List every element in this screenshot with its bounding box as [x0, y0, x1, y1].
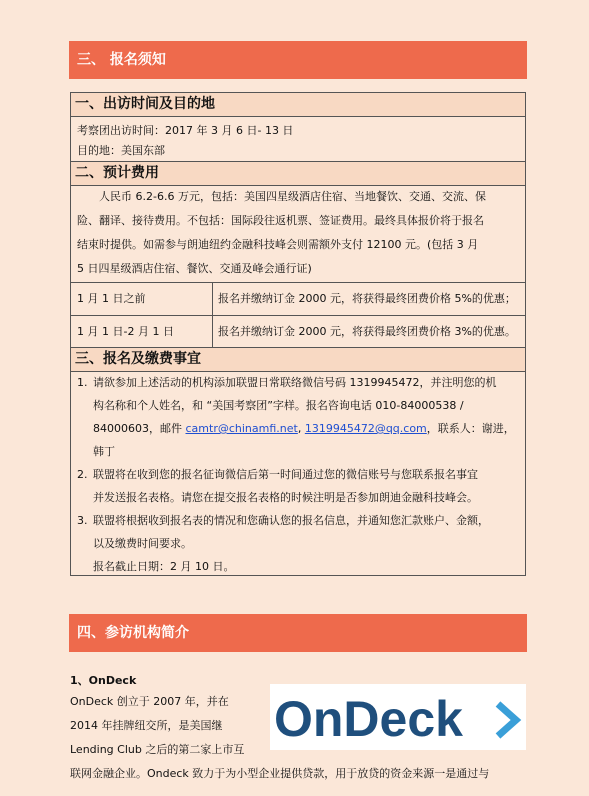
fee-period: 1 月 1 日-2 月 1 日	[71, 316, 213, 349]
signup-heading: 三、报名及缴费事宜	[71, 347, 525, 372]
visit-heading: 一、出访时间及目的地	[71, 92, 525, 117]
item-1-line-2: 构名称和个人姓名，和 “美国考察团”字样。报名咨询电话 010-84000538 /	[93, 399, 464, 412]
cost-line-1: 人民币 6.2-6.6 万元，包括：美国四星级酒店住宿、当地餐饮、交通、交流、保	[99, 190, 486, 203]
ondeck-heading: 1、OnDeck	[70, 674, 137, 687]
item-number: 2.	[77, 468, 88, 481]
ondeck-line-1: OnDeck 创立于 2007 年，并在	[70, 695, 229, 708]
contact-people: ，联系人：谢进，	[426, 422, 515, 435]
item-1-line-4: 韩丁	[93, 445, 115, 458]
email-link-qq[interactable]: 1319945472@qq.com	[304, 422, 427, 435]
signup-deadline: 报名截止日期：2 月 10 日。	[93, 560, 235, 573]
section-4-banner: 四、参访机构简介	[69, 614, 527, 652]
item-2-line-1: 联盟将在收到您的报名征询微信后第一时间通过您的微信账号与您联系报名事宜	[93, 468, 478, 481]
visit-destination: 目的地：美国东部	[77, 144, 165, 157]
item-2-line-2: 并发送报名表格。请您在提交报名表格的时候注明是否参加朗迪金融科技峰会。	[93, 491, 478, 504]
cost-heading: 二、预计费用	[71, 161, 525, 186]
cost-line-4: 5 日四星级酒店住宿、餐饮、交通及峰会通行证)	[77, 262, 312, 275]
item-number: 1.	[77, 376, 88, 389]
ondeck-logo-wordmark: OnDeck	[274, 691, 463, 747]
fee-period: 1 月 1 日之前	[71, 283, 213, 316]
fee-row-early	[71, 282, 525, 316]
visit-time: 考察团出访时间：2017 年 3 月 6 日- 13 日	[77, 124, 294, 137]
ondeck-line-2: 2014 年挂牌纽交所，是美国继	[70, 719, 223, 732]
item-1-line-1: 请欲参加上述活动的机构添加联盟日常联络微信号码 1319945472，并注明您的机	[93, 376, 497, 389]
fee-row-late	[71, 315, 525, 349]
ondeck-logo	[270, 684, 526, 750]
ondeck-logo-graphic	[270, 684, 526, 750]
section-3-banner: 三、 报名须知	[69, 41, 527, 79]
email-link-camtr[interactable]: camtr@chinamfi.net	[185, 422, 298, 435]
cost-line-2: 险、翻译、接待费用。不包括：国际段往返机票、签证费用。最终具体报价将于报名	[77, 214, 484, 227]
cost-line-3: 结束时提供。如需参与朗迪纽约金融科技峰会则需额外支付 12100 元。(包括 3 月	[77, 238, 479, 251]
fee-note: 报名并缴纳订金 2000 元，将获得最终团费价格 3%的优惠。	[218, 325, 516, 338]
item-1-line-3	[93, 417, 519, 440]
contact-prefix: 84000603，邮件	[93, 422, 186, 435]
item-3-line-2: 以及缴费时间要求。	[93, 537, 192, 550]
email-separator: ,	[297, 422, 305, 435]
item-3-line-1: 联盟将根据收到报名表的情况和您确认您的报名信息，并通知您汇款账户、金额，	[93, 514, 489, 527]
ondeck-line-3: Lending Club 之后的第二家上市互	[70, 743, 245, 756]
registration-info-box	[70, 92, 526, 576]
ondeck-line-4: 联网金融企业。Ondeck 致力于为小型企业提供贷款，用于放贷的资金来源一是通过与	[70, 767, 490, 780]
item-number: 3.	[77, 514, 88, 527]
fee-note: 报名并缴纳订金 2000 元，将获得最终团费价格 5%的优惠；	[218, 292, 516, 305]
